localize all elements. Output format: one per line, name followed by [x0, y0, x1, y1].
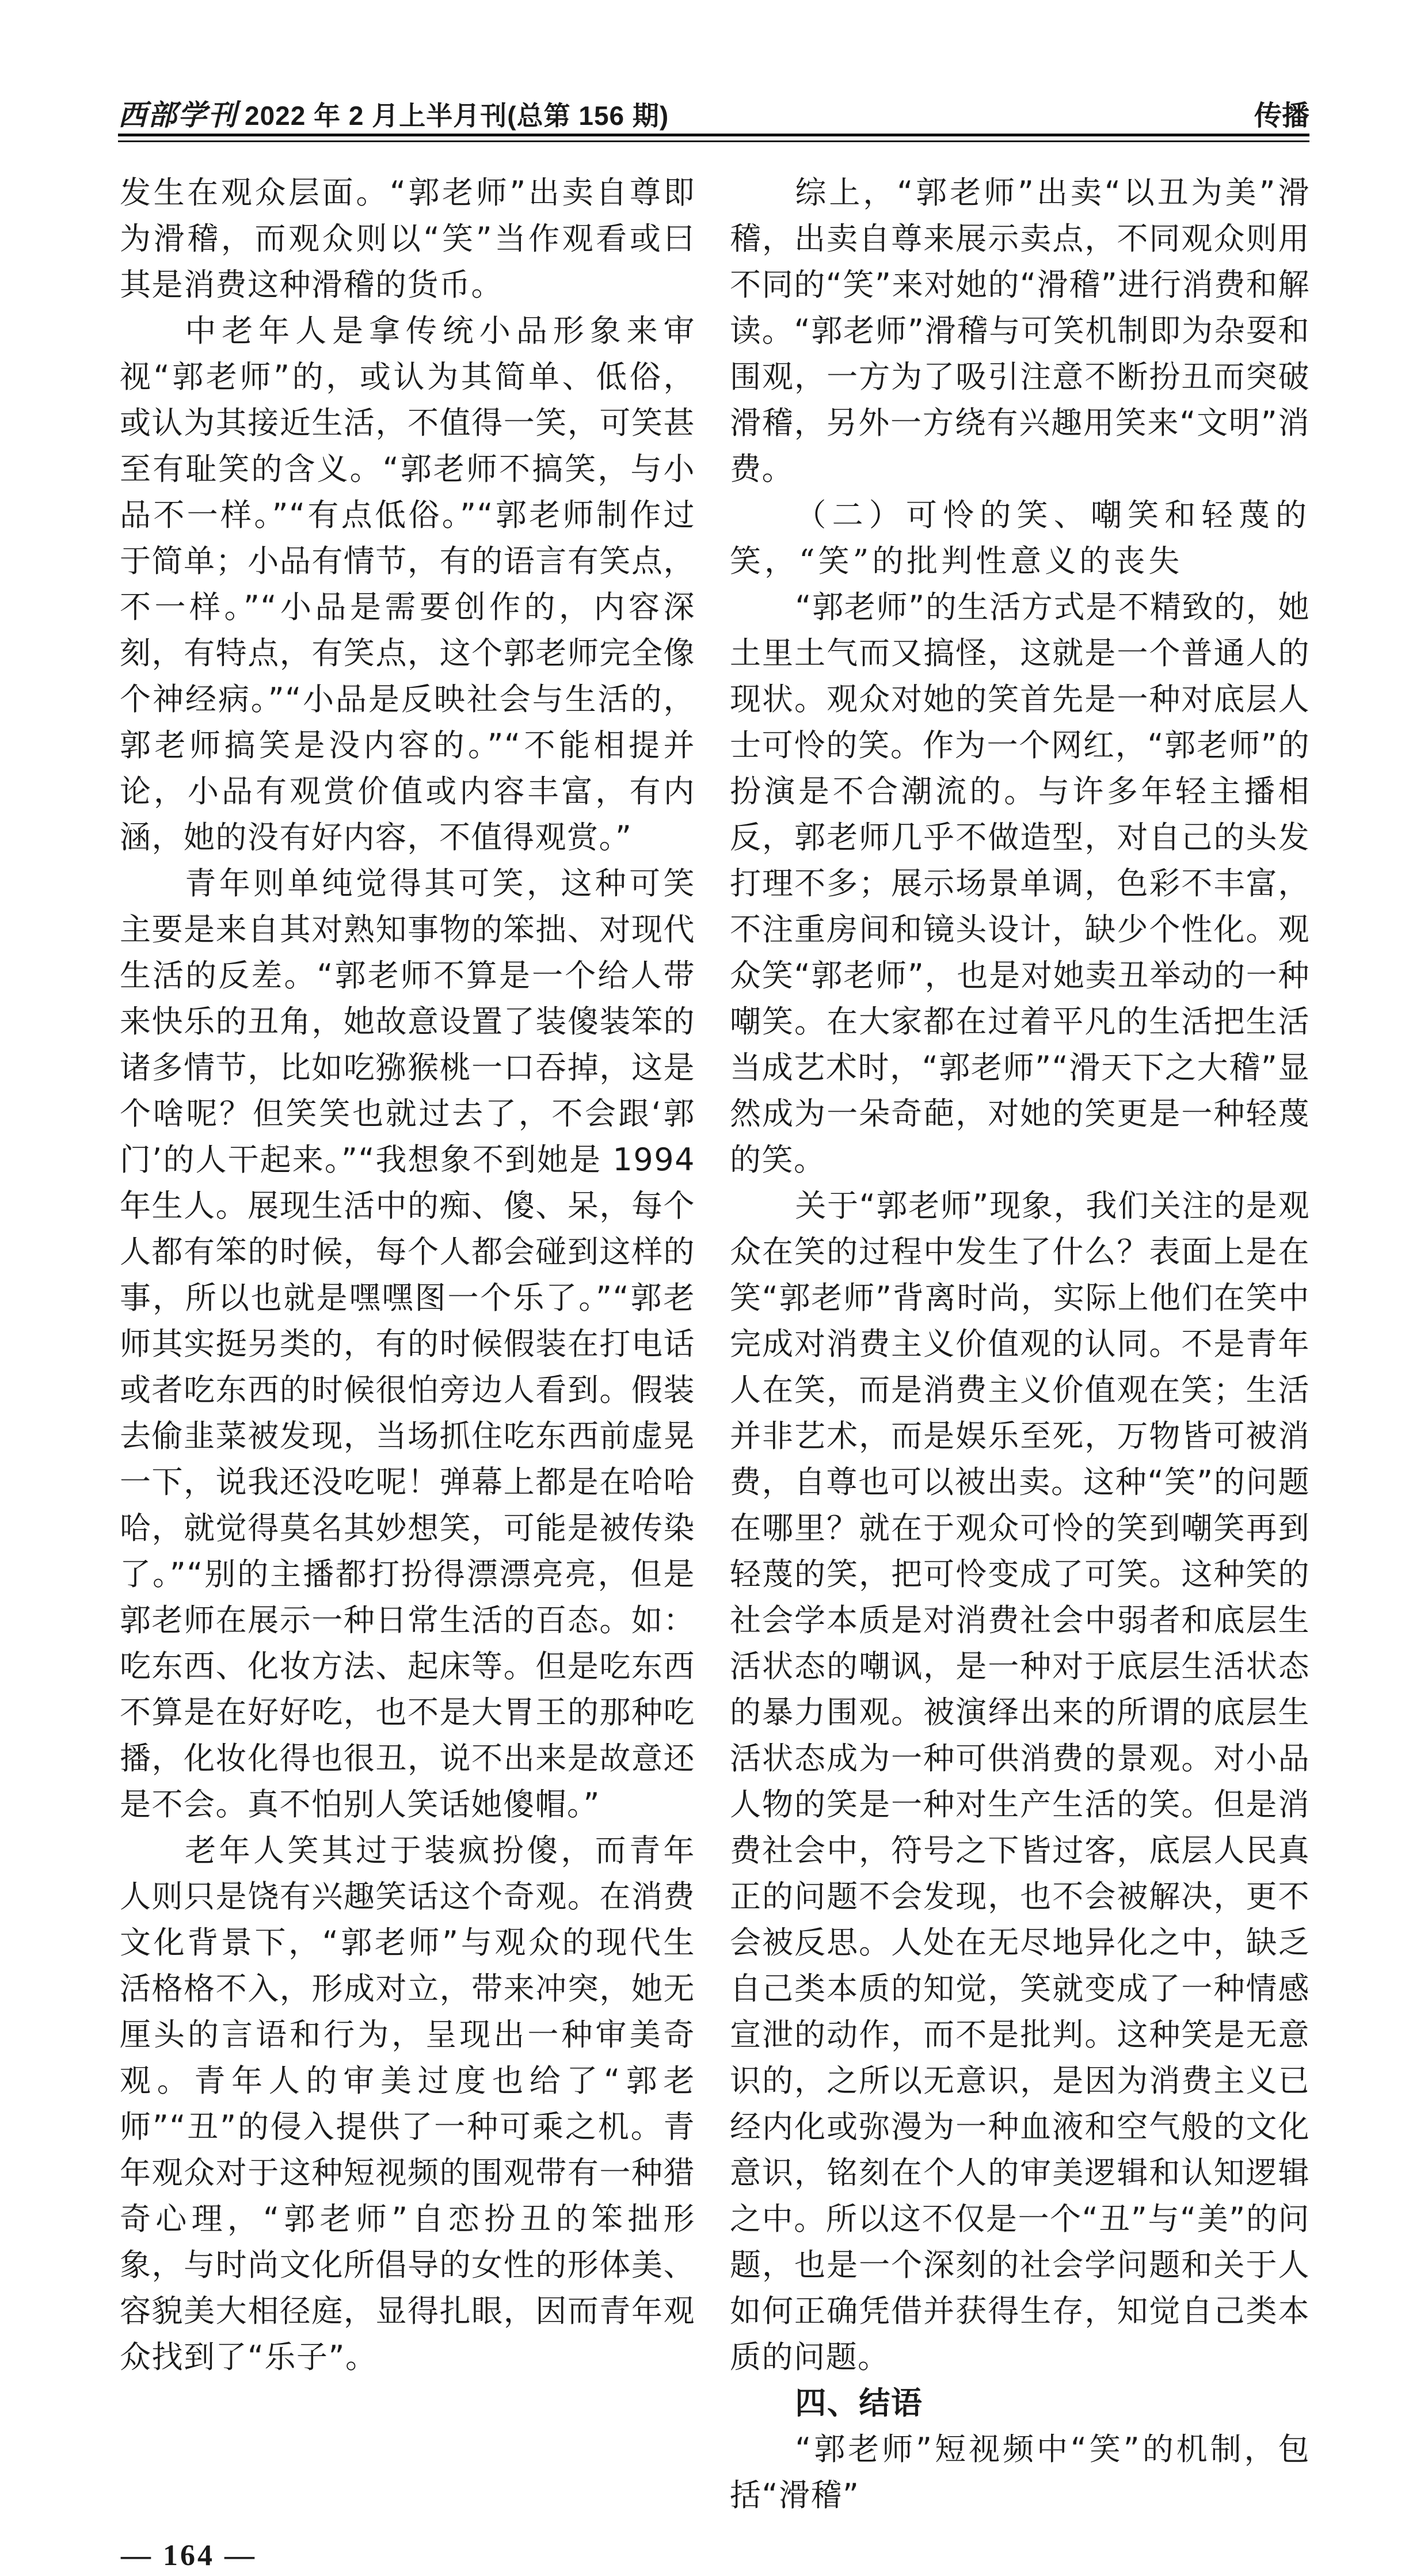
section-heading: 四、结语 — [795, 2385, 923, 2421]
paragraph: 综上，“郭老师”出卖“以丑为美”滑稽，出卖自尊来展示卖点，不同观众则用不同的“笑”来对她的“滑稽”进行消费和解读。“郭老师”滑稽与可笑机制即为杂耍和围观，一方为了吸引注意不断扮丑而突破滑稽，另外一方绕有兴趣用笑来“文明”消费。 — [730, 174, 1310, 487]
page-number: — 164 — — [121, 2539, 257, 2572]
journal-logo: 西部学刊 — [118, 98, 238, 132]
paragraph: “郭老师”短视频中“笑”的机制，包括“滑稽” — [730, 2431, 1310, 2513]
section-label: 传播 — [1254, 101, 1309, 131]
running-header — [118, 92, 1309, 132]
paragraph: 发生在观众层面。“郭老师”出卖自尊即为滑稽，而观众则以“笑”当作观看或曰其是消费这种滑稽的货币。 — [120, 174, 695, 303]
paragraph: 关于“郭老师”现象，我们关注的是观众在笑的过程中发生了什么？表面上是在笑“郭老师”背离时尚，实际上他们在笑中完成对消费主义价值观的认同。不是青年人在笑，而是消费主义价值观在笑；生活并非艺术，而是娱乐至死，万物皆可被消费，自尊也可以被出卖。这种“笑”的问题在哪里？就在于观众可怜的笑到嘲笑再到轻蔑的笑，把可怜变成了可笑。这种笑的社会学本质是对消费社会中弱者和底层生活状态的嘲讽，是一种对于底层生活状态的暴力围观。被演绎出来的所谓的底层生活状态成为一种可供消费的景观。对小品人物的笑是一种对生产生活的笑。但是消费社会中，符号之下皆过客，底层人民真正的问题不会发现，也不会被解决，更不会被反思。人处在无尽地异化之中，缺乏自己类本质的知觉，笑就变成了一种情感宣泄的动作，而不是批判。这种笑是无意识的，之所以无意识，是因为消费主义已经内化或弥漫为一种血液和空气般的文化意识，铭刻在个人的审美逻辑和认知逻辑之中。所以这不仅是一个“丑”与“美”的问题，也是一个深刻的社会学问题和关于人如何正确凭借并获得生存，知觉自己类本质的问题。 — [730, 1188, 1310, 2375]
paragraph: 老年人笑其过于装疯扮傻，而青年人则只是饶有兴趣笑话这个奇观。在消费文化背景下，“郭老师”与观众的现代生活格格不入，形成对立，带来冲突，她无厘头的言语和行为，呈现出一种审美奇观。青年人的审美过度也给了“郭老师”“丑”的侵入提供了一种可乘之机。青年观众对于这种短视频的围观带有一种猎奇心理，“郭老师”自恋扮丑的笨拙形象，与时尚文化所倡导的女性的形体美、容貌美大相径庭，显得扎眼，因而青年观众找到了“乐子”。 — [120, 1832, 695, 2375]
left-column — [120, 170, 695, 2380]
header-rule-thick — [118, 134, 1309, 136]
subsection-heading: （二）可怜的笑、嘲笑和轻蔑的笑，“笑”的批判性意义的丧失 — [730, 497, 1310, 579]
header-rule-thin — [118, 140, 1309, 142]
paragraph: 青年则单纯觉得其可笑，这种可笑主要是来自其对熟知事物的笨拙、对现代生活的反差。“郭老师不算是一个给人带来快乐的丑角，她故意设置了装傻装笨的诸多情节，比如吃猕猴桃一口吞掉，这是个啥呢？但笑笑也就过去了，不会跟‘郭门’的人干起来。”“我想象不到她是 1994 年生人。展现生活中的痴、傻、呆，每个人都有笨的时候，每个人都会碰到这样的事，所以也就是嘿嘿图一个乐了。”“郭老师其实挺另类的，有的时候假装在打电话或者吃东西的时候很怕旁边人看到。假装去偷韭菜被发现，当场抓住吃东西前虚晃一下，说我还没吃呢！弹幕上都是在哈哈哈，就觉得莫名其妙想笑，可能是被传染了。”“别的主播都打扮得漂漂亮亮，但是郭老师在展示一种日常生活的百态。如：吃东西、化妆方法、起床等。但是吃东西不算是在好好吃，也不是大胃王的那种吃播，化妆化得也很丑，说不出来是故意还是不会。真不怕别人笑话她傻帽。” — [120, 865, 695, 1822]
paragraph: 中老年人是拿传统小品形象来审视“郭老师”的，或认为其简单、低俗，或认为其接近生活，不值得一笑，可笑甚至有耻笑的含义。“郭老师不搞笑，与小品不一样。”“有点低俗。”“郭老师制作过于简单；小品有情节，有的语言有笑点，不一样。”“小品是需要创作的，内容深刻，有特点，有笑点，这个郭老师完全像个神经病。”“小品是反映社会与生活的，郭老师搞笑是没内容的。”“不能相提并论，小品有观赏价值或内容丰富，有内涵，她的没有好内容，不值得观赏。” — [120, 313, 695, 855]
issue-info: 2022 年 2 月上半月刊(总第 156 期) — [245, 101, 669, 131]
paragraph: “郭老师”的生活方式是不精致的，她土里土气而又搞怪，这就是一个普通人的现状。观众对她的笑首先是一种对底层人士可怜的笑。作为一个网红，“郭老师”的扮演是不合潮流的。与许多年轻主播相反，郭老师几乎不做造型，对自己的头发打理不多；展示场景单调，色彩不丰富，不注重房间和镜头设计，缺少个性化。观众笑“郭老师”，也是对她卖丑举动的一种嘲笑。在大家都在过着平凡的生活把生活当成艺术时，“郭老师”“滑天下之大稽”显然成为一朵奇葩，对她的笑更是一种轻蔑的笑。 — [730, 589, 1310, 1178]
right-column — [730, 170, 1310, 2518]
